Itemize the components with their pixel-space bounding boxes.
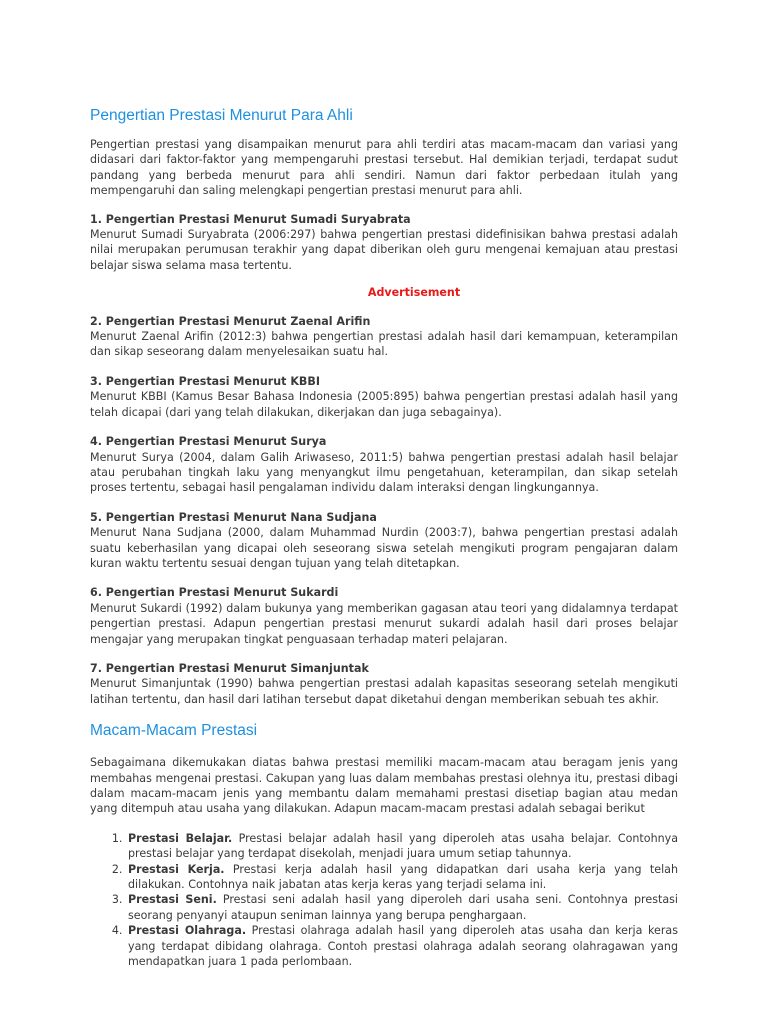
document-page [90, 106, 678, 969]
definition-3 [90, 374, 678, 420]
list-item [126, 831, 678, 862]
definition-5 [90, 510, 678, 572]
list-item-body: Prestasi seni adalah hasil yang diperoleh dari usaha seni. Contohnya prestasi seorang penyanyi ataupun seniman lainnya yang berupa penghargaan. [128, 893, 678, 922]
prestasi-types-list [90, 831, 678, 970]
definition-6 [90, 585, 678, 647]
list-item-body: Prestasi olahraga adalah hasil yang diperoleh atas usaha dan kerja keras yang terdapat dibidang olahraga. Contoh prestasi olahraga adalah seorang olahragawan yang mendapatkan juara 1 pada perlombaan. [128, 924, 678, 969]
definition-7 [90, 661, 678, 707]
definition-body: Menurut Nana Sudjana (2000, dalam Muhammad Nurdin (2003:7), bahwa pengertian prestasi adalah suatu keberhasilan yang dicapai oleh seseorang siswa setelah mengikuti program pengajaran dalam kuran waktu tertentu sesuai dengan tujuan yang telah ditetapkan. [90, 526, 678, 570]
definition-1 [90, 212, 678, 274]
definition-body: Menurut Sumadi Suryabrata (2006:297) bahwa pengertian prestasi didefinisikan bahwa prestasi adalah nilai merupakan perumusan terakhir yang dapat diberikan oleh guru mengenai kemajuan atau prestasi belajar siswa selama masa tertentu. [90, 228, 678, 272]
list-item-title: Prestasi Kerja. [128, 862, 225, 876]
definition-title: 1. Pengertian Prestasi Menurut Sumadi Suryabrata [90, 212, 411, 226]
definition-title: 4. Pengertian Prestasi Menurut Surya [90, 435, 327, 449]
definition-title: 5. Pengertian Prestasi Menurut Nana Sudjana [90, 510, 377, 524]
definition-body: Menurut KBBI (Kamus Besar Bahasa Indonesia (2005:895) bahwa pengertian prestasi adalah hasil yang telah dicapai (dari yang telah dilakukan, dikerjakan dan juga sebagainya). [90, 390, 678, 419]
definition-body: Menurut Surya (2004, dalam Galih Ariwaseso, 2011:5) bahwa pengertian prestasi adalah hasil belajar atau perubahan tingkah laku yang menyangkut ilmu pengetahuan, keterampilan, dan sikap setelah proses tertentu, sebagai hasil pengalaman individu dalam interaksi dengan lingkungannya. [90, 450, 678, 495]
section-title-macam: Macam-Macam Prestasi [90, 722, 258, 740]
definition-body: Menurut Zaenal Arifin (2012:3) bahwa pengertian prestasi adalah hasil dari kemampuan, keterampilan dan sikap seseorang dalam menyelesaikan suatu hal. [90, 330, 678, 359]
list-item-title: Prestasi Seni. [128, 893, 217, 907]
list-item-body: Prestasi kerja adalah hasil yang didapatkan dari usaha kerja yang telah dilakukan. Contohnya naik jabatan atas kerja keras yang terjadi selama ini. [128, 862, 678, 892]
definition-2 [90, 314, 678, 360]
intro-paragraph-2: Sebagaimana dikemukakan diatas bahwa prestasi memiliki macam-macam atau beragam jenis yang membahas mengenai prestasi. Cakupan yang luas dalam membahas prestasi olehnya itu, prestasi dibagi dalam macam-macam jenis yang membantu dalam memahami prestasi disetiap bagian atau medan yang ditempuh atau usaha yang dilakukan. Adapun macam-macam prestasi adalah sebagai berikut [90, 756, 678, 816]
definition-title: 2. Pengertian Prestasi Menurut Zaenal Arifin [90, 314, 371, 328]
list-item [126, 892, 678, 923]
advertisement-label: Advertisement [367, 286, 461, 300]
list-item-title: Prestasi Olahraga. [128, 924, 247, 938]
definition-body: Menurut Simanjuntak (1990) bahwa pengertian prestasi adalah kapasitas seseorang setelah mengikuti latihan tertentu, dan hasil dari latihan tersebut dapat diketahui dengan memberikan sebuah tes akhir. [90, 677, 678, 706]
list-item-title: Prestasi Belajar. [128, 831, 233, 845]
list-item [126, 923, 678, 969]
intro-paragraph: Pengertian prestasi yang disampaikan menurut para ahli terdiri atas macam-macam dan variasi yang didasari dari faktor-faktor yang mempengaruhi prestasi tersebut. Hal demikian terjadi, terdapat sudut pandang yang berbeda menurut para ahli sendiri. Namun dari faktor perbedaan itulah yang mempengaruhi dan saling melengkapi pengertian prestasi menurut para ahli. [90, 138, 678, 198]
definition-4 [90, 434, 678, 496]
definition-title: 3. Pengertian Prestasi Menurut KBBI [90, 374, 320, 388]
definition-body: Menurut Sukardi (1992) dalam bukunya yang memberikan gagasan atau teori yang didalamnya terdapat pengertian prestasi. Adapun pengertian prestasi menurut sukardi adalah hasil dari proses belajar mengajar yang merupakan tingkat penguasaan terhadap materi pelajaran. [90, 601, 678, 646]
list-item-body: Prestasi belajar adalah hasil yang diperoleh atas usaha belajar. Contohnya prestasi belajar yang terdapat disekolah, menjadi juara umum setiap tahunnya. [128, 831, 678, 861]
definition-title: 6. Pengertian Prestasi Menurut Sukardi [90, 586, 339, 600]
list-item [126, 862, 678, 893]
definition-title: 7. Pengertian Prestasi Menurut Simanjuntak [90, 661, 369, 675]
section-title-pengertian: Pengertian Prestasi Menurut Para Ahli [90, 107, 353, 124]
